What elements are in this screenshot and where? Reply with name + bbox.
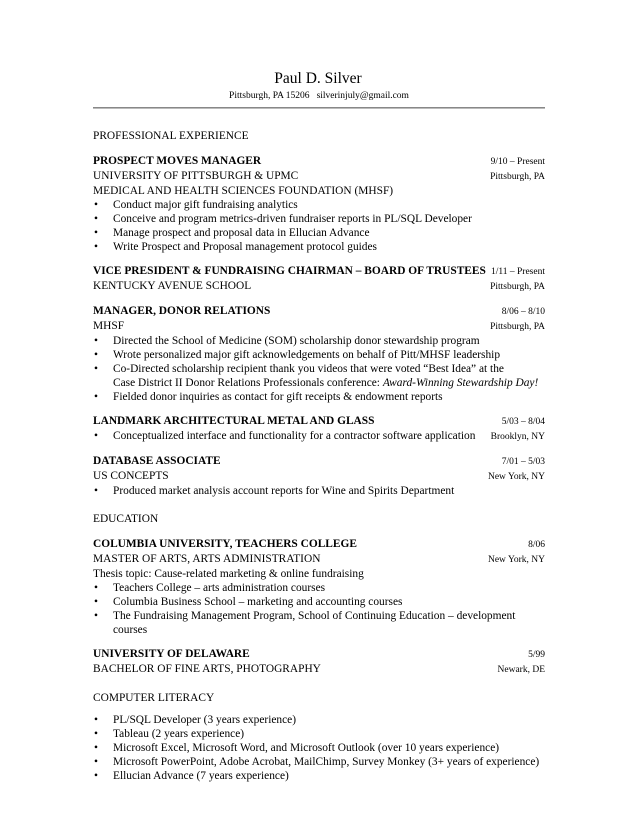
list-item: • The Fundraising Management Program, School of Continuing Education – development courses (93, 609, 545, 637)
award-text: Award-Winning Stewardship Day! (382, 377, 539, 389)
job-title: DATABASE ASSOCIATE (93, 455, 221, 467)
organization: US CONCEPTS (93, 470, 169, 482)
section-heading-education: EDUCATION (93, 513, 159, 525)
degree: BACHELOR OF FINE ARTS, PHOTOGRAPHY (93, 663, 321, 675)
experience-entry (93, 154, 545, 254)
resume-page (93, 70, 545, 783)
bullet-list (93, 484, 545, 498)
bullet-list (93, 198, 545, 254)
education-entry (93, 537, 545, 637)
list-item: • Conceptualized interface and functionality for a contractor software application (93, 429, 475, 443)
job-title: PROSPECT MOVES MANAGER (93, 155, 262, 167)
section-heading-experience: PROFESSIONAL EXPERIENCE (93, 130, 249, 142)
job-dates: 5/03 – 8/04 (501, 417, 545, 427)
section-heading-computer-literacy: COMPUTER LITERACY (93, 692, 215, 704)
organization: UNIVERSITY OF PITTSBURGH & UPMC (93, 170, 299, 182)
school-location: Newark, DE (497, 665, 545, 675)
list-item: • PL/SQL Developer (3 years experience) (93, 713, 545, 727)
job-title: LANDMARK ARCHITECTURAL METAL AND GLASS (93, 415, 375, 427)
organization: MHSF (93, 320, 125, 332)
bullet-list (93, 334, 545, 404)
job-dates: 9/10 – Present (490, 157, 545, 167)
job-dates: 1/11 – Present (490, 267, 545, 277)
location-text: Pittsburgh, PA 15206 (229, 91, 310, 101)
bullet-list (93, 581, 545, 637)
experience-entry (93, 454, 545, 498)
list-item: • Microsoft Excel, Microsoft Word, and Microsoft Outlook (over 10 years experience) (93, 741, 545, 755)
list-item: • Teachers College – arts administration courses (93, 581, 545, 595)
list-item: • Produced market analysis account reports for Wine and Spirits Department (93, 484, 545, 498)
list-item: • Wrote personalized major gift acknowledgements on behalf of Pitt/MHSF leadership (93, 348, 545, 362)
education-date: 5/99 (528, 650, 545, 660)
list-item-line: Case District II Donor Relations Professionals conference: (113, 377, 383, 389)
list-item: • Microsoft PowerPoint, Adobe Acrobat, MailChimp, Survey Monkey (3+ years of experience) (93, 755, 545, 769)
organization: KENTUCKY AVENUE SCHOOL (93, 280, 252, 292)
school-location: New York, NY (487, 555, 545, 565)
header-divider (93, 107, 545, 109)
list-item: • Directed the School of Medicine (SOM) scholarship donor stewardship program (93, 334, 545, 348)
list-item: • Manage prospect and proposal data in Ellucian Advance (93, 226, 545, 240)
education-date: 8/06 (528, 540, 545, 550)
list-item-line: Co-Directed scholarship recipient thank you videos that were voted “Best Idea” at the (113, 363, 504, 375)
list-item: • Fielded donor inquiries as contact for gift receipts & endowment reports (93, 390, 545, 404)
experience-entry (93, 414, 545, 444)
list-item: • Conduct major gift fundraising analytics (93, 198, 545, 212)
organization-secondary: MEDICAL AND HEALTH SCIENCES FOUNDATION (MHSF) (93, 185, 394, 197)
degree: MASTER OF ARTS, ARTS ADMINISTRATION (93, 553, 321, 565)
thesis-topic: Thesis topic: Cause-related marketing & online fundraising (93, 568, 364, 580)
contact-line (93, 90, 545, 102)
list-item: • Conceive and program metrics-driven fundraiser reports in PL/SQL Developer (93, 212, 545, 226)
bullet-list (93, 713, 545, 783)
education-entry (93, 647, 545, 677)
experience-entry (93, 264, 545, 294)
job-dates: 7/01 – 5/03 (501, 457, 545, 467)
resume-name: Paul D. Silver (274, 70, 362, 87)
list-item: • Columbia Business School – marketing and accounting courses (93, 595, 545, 609)
job-location: Pittsburgh, PA (490, 282, 545, 292)
school-name: UNIVERSITY OF DELAWARE (93, 648, 250, 660)
list-item: • Write Prospect and Proposal management protocol guides (93, 240, 545, 254)
job-location: Pittsburgh, PA (490, 322, 545, 332)
school-name: COLUMBIA UNIVERSITY, TEACHERS COLLEGE (93, 538, 357, 550)
experience-entry (93, 304, 545, 404)
job-title: VICE PRESIDENT & FUNDRAISING CHAIRMAN – BOARD OF TRUSTEES (93, 265, 486, 277)
job-location: Brooklyn, NY (490, 432, 545, 442)
list-item: • Tableau (2 years experience) (93, 727, 545, 741)
list-item: • Ellucian Advance (7 years experience) (93, 769, 545, 783)
job-title: MANAGER, DONOR RELATIONS (93, 305, 271, 317)
job-location: Pittsburgh, PA (490, 172, 545, 182)
list-item (93, 362, 545, 390)
job-location: New York, NY (487, 472, 545, 482)
email-text: silverinjuly@gmail.com (316, 91, 409, 101)
job-dates: 8/06 – 8/10 (501, 307, 545, 317)
